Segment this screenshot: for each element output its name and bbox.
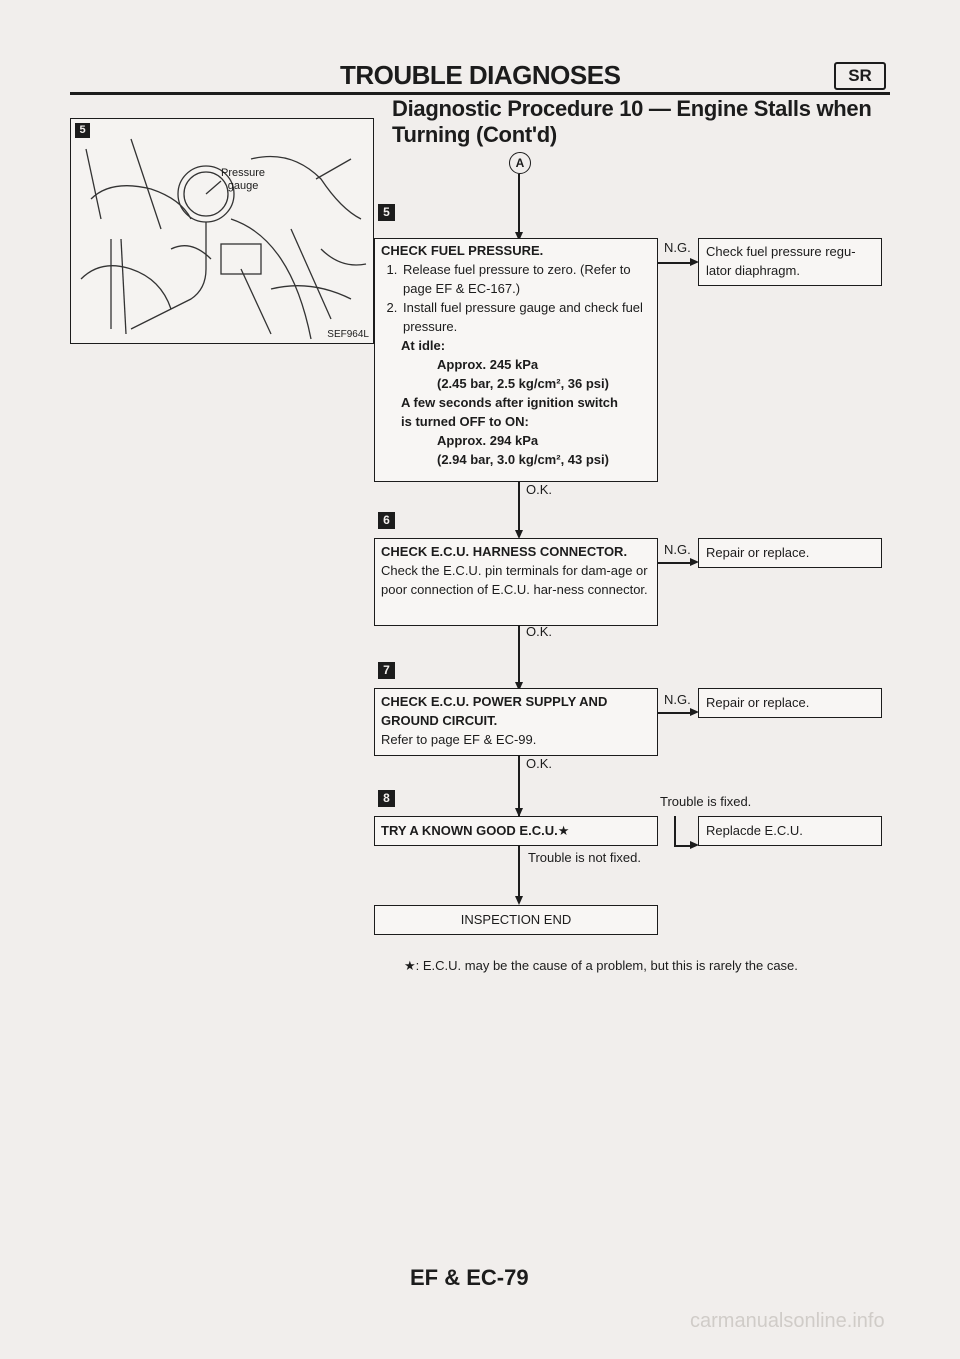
step7-text: Refer to page EF & EC-99. [381, 732, 537, 747]
repair-replace-box-6: Repair or replace. [698, 538, 882, 568]
figure-number: 5 [75, 123, 90, 138]
switch-label1: A few seconds after ignition switch [401, 395, 618, 410]
try-known-good-ecu-box [374, 816, 658, 846]
step6-text: Check the E.C.U. pin terminals for dam-age or poor connection of E.C.U. har-ness connector. [381, 563, 648, 597]
label-line2: gauge [227, 180, 259, 192]
check-fuel-pressure-box [374, 238, 658, 482]
step6-ng-label: N.G. [664, 542, 691, 557]
inspection-end-box: INSPECTION END [374, 905, 658, 935]
repair-replace-box-7: Repair or replace. [698, 688, 882, 718]
step-number-5: 5 [378, 204, 395, 221]
label-line1: Pressure [221, 167, 266, 179]
engine-illustration [71, 119, 373, 343]
flow-line [518, 626, 520, 684]
step7-ng-label: N.G. [664, 692, 691, 707]
trouble-not-fixed-label: Trouble is not fixed. [528, 850, 641, 865]
pressure-gauge-figure [70, 118, 374, 344]
page-number: EF & EC-79 [410, 1265, 529, 1290]
step8-title: TRY A KNOWN GOOD E.C.U.★ [381, 823, 570, 838]
switch-value1: Approx. 294 kPa [437, 433, 539, 448]
flow-arrow [515, 896, 523, 905]
connector-a: A [509, 152, 531, 174]
flow-line [518, 756, 520, 816]
watermark: carmanualsonline.info [690, 1310, 885, 1332]
step-number-8: 8 [378, 790, 395, 807]
idle-value1: Approx. 245 kPa [437, 357, 539, 372]
flow-line [518, 846, 520, 900]
switch-value2: (2.94 bar, 3.0 kg/cm², 43 psi) [437, 452, 609, 467]
step-number-7: 7 [378, 662, 395, 679]
flow-line [518, 482, 520, 532]
check-regulator-box: Check fuel pressure regu-lator diaphragm. [698, 238, 882, 286]
step6-ok-label: O.K. [526, 624, 553, 639]
ng-line [658, 712, 692, 714]
engine-badge: SR [834, 62, 886, 90]
header-rule [70, 92, 890, 95]
switch-label2: is turned OFF to ON: [401, 414, 529, 429]
replace-ecu-box: Replacde E.C.U. [698, 816, 882, 846]
step5-ng-label: N.G. [664, 240, 691, 255]
flow-line [518, 174, 520, 234]
ng-line [658, 262, 692, 264]
idle-value2: (2.45 bar, 2.5 kg/cm², 36 psi) [437, 376, 609, 391]
pressure-gauge-label [221, 167, 265, 193]
fixed-line [674, 816, 676, 846]
check-harness-connector-box [374, 538, 658, 626]
step6-title: CHECK E.C.U. HARNESS CONNECTOR. [381, 544, 628, 559]
step5-item2: 2. Install fuel pressure gauge and check fuel pressure. [401, 298, 651, 336]
figure-code: SEF964L [327, 329, 369, 340]
step5-ok-label: O.K. [526, 482, 553, 497]
idle-label: At idle: [401, 338, 446, 353]
procedure-title: Diagnostic Procedure 10 — Engine Stalls when Turning (Cont'd) [392, 96, 872, 147]
step7-ok-label: O.K. [526, 756, 553, 771]
check-power-supply-box [374, 688, 658, 756]
ng-line [658, 562, 692, 564]
step5-title: CHECK FUEL PRESSURE. [381, 243, 544, 258]
page-header-title: TROUBLE DIAGNOSES [340, 60, 621, 90]
trouble-fixed-label: Trouble is fixed. [660, 794, 752, 809]
step7-title: CHECK E.C.U. POWER SUPPLY AND GROUND CIRCUIT. [381, 694, 608, 728]
step5-item1: 1. Release fuel pressure to zero. (Refer to page EF & EC-167.) [401, 260, 651, 298]
step-number-6: 6 [378, 512, 395, 529]
footnote: ★: E.C.U. may be the cause of a problem, but this is rarely the case. [404, 958, 798, 973]
